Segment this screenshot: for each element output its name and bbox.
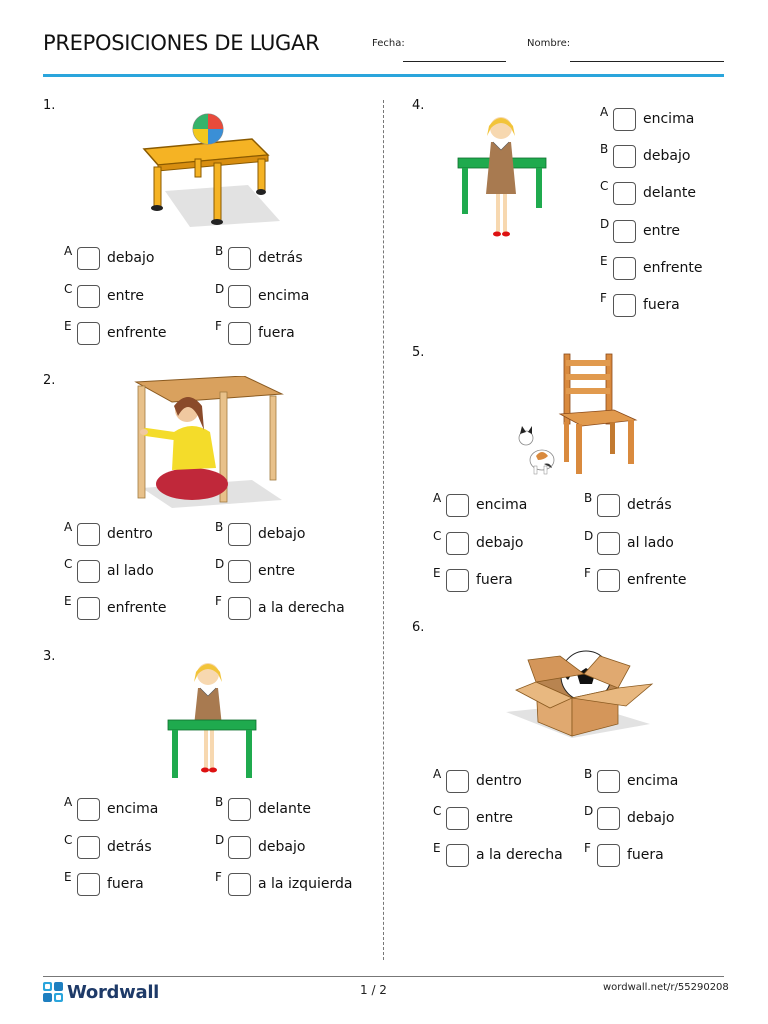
option-checkbox[interactable] — [228, 322, 251, 345]
logo-text: Wordwall — [67, 981, 160, 1003]
q5-option-e[interactable] — [433, 566, 593, 593]
option-checkbox[interactable] — [77, 798, 100, 821]
column-divider — [383, 100, 384, 960]
q4-option-e[interactable] — [600, 254, 760, 281]
q6-option-a[interactable] — [433, 767, 593, 794]
option-checkbox[interactable] — [228, 560, 251, 583]
q1-option-f[interactable] — [215, 319, 375, 346]
option-text: debajo — [258, 839, 306, 855]
option-checkbox[interactable] — [446, 770, 469, 793]
option-checkbox[interactable] — [597, 844, 620, 867]
option-letter: E — [64, 870, 72, 884]
page-title: PREPOSICIONES DE LUGAR — [43, 31, 320, 55]
q6-option-c[interactable] — [433, 804, 593, 831]
q3-option-b[interactable] — [215, 795, 375, 822]
option-letter: E — [64, 594, 72, 608]
question-4-number: 4. — [412, 98, 425, 113]
q4-option-d[interactable] — [600, 217, 760, 244]
header-rule — [43, 74, 724, 77]
option-letter: E — [600, 254, 608, 268]
option-checkbox[interactable] — [228, 597, 251, 620]
option-letter: F — [600, 291, 607, 305]
option-text: enfrente — [627, 572, 687, 588]
option-text: fuera — [643, 297, 680, 313]
date-field[interactable] — [403, 61, 506, 62]
q1-option-a[interactable] — [64, 244, 224, 271]
q5-option-f[interactable] — [584, 566, 744, 593]
option-checkbox[interactable] — [446, 807, 469, 830]
q1-option-e[interactable] — [64, 319, 224, 346]
option-letter: C — [433, 804, 442, 818]
question-3-number: 3. — [43, 649, 56, 664]
option-checkbox[interactable] — [613, 182, 636, 205]
option-letter: D — [215, 833, 225, 847]
date-label: Fecha: — [372, 38, 405, 49]
q6-option-f[interactable] — [584, 841, 744, 868]
option-text: enfrente — [643, 260, 703, 276]
option-letter: B — [215, 795, 224, 809]
option-letter: F — [584, 841, 591, 855]
option-text: encima — [643, 111, 695, 127]
ball-in-box-image — [500, 626, 660, 750]
option-checkbox[interactable] — [77, 523, 100, 546]
q6-option-e[interactable] — [433, 841, 593, 868]
option-checkbox[interactable] — [77, 322, 100, 345]
option-text: encima — [627, 773, 679, 789]
option-letter: A — [64, 795, 73, 809]
option-checkbox[interactable] — [228, 873, 251, 896]
option-letter: B — [600, 142, 609, 156]
option-letter: B — [584, 767, 593, 781]
option-text: enfrente — [107, 600, 167, 616]
q2-option-d[interactable] — [215, 557, 375, 584]
option-checkbox[interactable] — [228, 247, 251, 270]
option-letter: F — [215, 594, 222, 608]
option-text: al lado — [627, 535, 674, 551]
option-letter: C — [600, 179, 609, 193]
option-text: a la derecha — [258, 600, 345, 616]
option-checkbox[interactable] — [613, 145, 636, 168]
option-letter: E — [433, 566, 441, 580]
option-text: encima — [476, 497, 528, 513]
q3-option-c[interactable] — [64, 833, 224, 860]
option-checkbox[interactable] — [597, 807, 620, 830]
name-field[interactable] — [570, 61, 724, 62]
option-text: dentro — [107, 526, 153, 542]
question-2-number: 2. — [43, 373, 56, 388]
option-letter: C — [64, 282, 73, 296]
option-text: entre — [258, 563, 296, 579]
option-checkbox[interactable] — [597, 569, 620, 592]
girl-behind-table-image — [160, 656, 264, 780]
question-6-number: 6. — [412, 620, 425, 635]
option-text: delante — [258, 801, 311, 817]
option-text: debajo — [107, 250, 155, 266]
q5-option-a[interactable] — [433, 491, 593, 518]
option-letter: D — [584, 804, 594, 818]
option-text: encima — [107, 801, 159, 817]
option-checkbox[interactable] — [597, 494, 620, 517]
option-letter: C — [433, 529, 442, 543]
option-text: encima — [258, 288, 310, 304]
option-letter: B — [215, 520, 224, 534]
option-text: a la izquierda — [258, 876, 353, 892]
wordwall-logo[interactable] — [43, 982, 159, 1002]
option-checkbox[interactable] — [446, 844, 469, 867]
option-letter: D — [600, 217, 610, 231]
option-checkbox[interactable] — [228, 523, 251, 546]
option-checkbox[interactable] — [77, 836, 100, 859]
option-text: delante — [643, 185, 696, 201]
q3-option-f[interactable] — [215, 870, 375, 897]
q3-option-d[interactable] — [215, 833, 375, 860]
option-checkbox[interactable] — [446, 532, 469, 555]
name-label: Nombre: — [527, 38, 571, 49]
option-checkbox[interactable] — [613, 294, 636, 317]
option-checkbox[interactable] — [77, 560, 100, 583]
q3-option-a[interactable] — [64, 795, 224, 822]
q2-option-c[interactable] — [64, 557, 224, 584]
option-text: fuera — [627, 847, 664, 863]
option-text: enfrente — [107, 325, 167, 341]
q2-option-e[interactable] — [64, 594, 224, 621]
option-letter: D — [584, 529, 594, 543]
question-5-number: 5. — [412, 345, 425, 360]
option-text: detrás — [107, 839, 152, 855]
option-text: debajo — [643, 148, 691, 164]
option-text: dentro — [476, 773, 522, 789]
option-text: fuera — [476, 572, 513, 588]
option-checkbox[interactable] — [228, 836, 251, 859]
option-letter: A — [600, 105, 609, 119]
option-checkbox[interactable] — [613, 220, 636, 243]
option-text: fuera — [258, 325, 295, 341]
option-letter: B — [584, 491, 593, 505]
option-checkbox[interactable] — [613, 257, 636, 280]
q3-option-e[interactable] — [64, 870, 224, 897]
option-letter: F — [215, 870, 222, 884]
option-letter: D — [215, 557, 225, 571]
q1-option-b[interactable] — [215, 244, 375, 271]
option-checkbox[interactable] — [446, 569, 469, 592]
footer-url[interactable]: wordwall.net/r/55290208 — [603, 982, 729, 993]
wordwall-logo-icon — [43, 982, 63, 1002]
girl-in-front-of-table-image — [452, 112, 556, 240]
option-letter: A — [64, 244, 73, 258]
option-letter: F — [584, 566, 591, 580]
woman-under-table-image — [132, 376, 288, 510]
option-text: debajo — [258, 526, 306, 542]
table-with-ball-image — [120, 103, 300, 229]
option-letter: B — [215, 244, 224, 258]
option-checkbox[interactable] — [77, 597, 100, 620]
option-letter: E — [433, 841, 441, 855]
option-checkbox[interactable] — [77, 285, 100, 308]
q4-option-c[interactable] — [600, 179, 760, 206]
option-text: al lado — [107, 563, 154, 579]
option-text: a la derecha — [476, 847, 563, 863]
option-letter: D — [215, 282, 225, 296]
option-checkbox[interactable] — [446, 494, 469, 517]
q2-option-a[interactable] — [64, 520, 224, 547]
q2-option-f[interactable] — [215, 594, 375, 621]
option-checkbox[interactable] — [77, 247, 100, 270]
q4-option-b[interactable] — [600, 142, 760, 169]
question-1-number: 1. — [43, 98, 56, 113]
option-text: entre — [107, 288, 145, 304]
option-letter: A — [433, 491, 442, 505]
q6-option-d[interactable] — [584, 804, 744, 831]
option-letter: E — [64, 319, 72, 333]
cat-next-to-chair-image — [514, 352, 640, 476]
q4-option-f[interactable] — [600, 291, 760, 318]
q6-option-b[interactable] — [584, 767, 744, 794]
option-letter: A — [64, 520, 73, 534]
q2-option-b[interactable] — [215, 520, 375, 547]
option-text: detrás — [627, 497, 672, 513]
option-checkbox[interactable] — [597, 770, 620, 793]
page-number: 1 / 2 — [360, 983, 387, 997]
option-checkbox[interactable] — [597, 532, 620, 555]
option-letter: C — [64, 557, 73, 571]
q5-option-d[interactable] — [584, 529, 744, 556]
option-text: debajo — [476, 535, 524, 551]
q1-option-c[interactable] — [64, 282, 224, 309]
q1-option-d[interactable] — [215, 282, 375, 309]
q4-option-a[interactable] — [600, 105, 760, 132]
option-checkbox[interactable] — [613, 108, 636, 131]
option-checkbox[interactable] — [77, 873, 100, 896]
option-text: entre — [643, 223, 681, 239]
option-checkbox[interactable] — [228, 798, 251, 821]
option-text: entre — [476, 810, 514, 826]
option-text: detrás — [258, 250, 303, 266]
option-checkbox[interactable] — [228, 285, 251, 308]
option-text: fuera — [107, 876, 144, 892]
q5-option-b[interactable] — [584, 491, 744, 518]
option-text: debajo — [627, 810, 675, 826]
option-letter: F — [215, 319, 222, 333]
q5-option-c[interactable] — [433, 529, 593, 556]
option-letter: A — [433, 767, 442, 781]
option-letter: C — [64, 833, 73, 847]
footer-rule — [43, 976, 724, 977]
